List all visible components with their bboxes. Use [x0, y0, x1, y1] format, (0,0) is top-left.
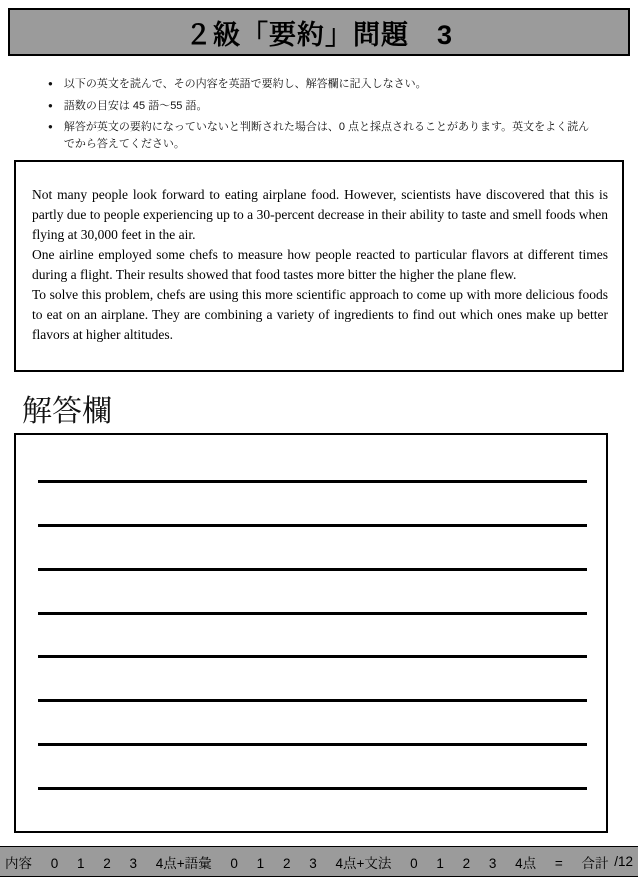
instruction-item — [48, 119, 593, 152]
answer-line — [38, 612, 587, 615]
bullet-icon: ● — [48, 79, 53, 88]
score-bar — [0, 846, 638, 877]
bullet-icon: ● — [48, 100, 53, 110]
instruction-text: 解答が英文の要約になっていないと判断された場合は、0 点と採点されることがあります。英文をよく読んでから答えてください。 — [63, 121, 590, 150]
bullet-icon: ● — [48, 122, 53, 131]
score-scale-text: 内容 0 1 2 3 4点+語彙 0 1 2 3 4点+文法 0 1 2 3 4点 = 合計 — [5, 855, 609, 871]
header-bar — [8, 8, 630, 56]
answer-line — [38, 524, 587, 527]
passage-paragraph: To solve this problem, chefs are using this more scientific approach to come up with more delicious foods to eat on an airplane. They are combining a variety of ingredients to find out which ones make up better flavors at higher altitudes. — [32, 287, 608, 342]
passage-paragraph: Not many people look forward to eating airplane food. However, scientists have discovered that this is partly due to people experiencing up to a 30-percent decrease in their ability to taste and smell foods when flying at 30,000 feet in the air. — [32, 187, 608, 242]
instruction-text: 語数の目安は 45 語〜55 語。 — [63, 99, 208, 112]
passage-paragraph: One airline employed some chefs to measure how people reacted to particular flavors at different times during a flight. Their results showed that food tastes more bitter the higher the plane flew. — [32, 247, 608, 282]
answer-line — [38, 743, 587, 746]
answer-line — [38, 480, 587, 483]
instruction-item — [48, 76, 593, 93]
answer-line — [38, 699, 587, 702]
passage-box — [14, 160, 624, 372]
instruction-item — [48, 98, 593, 115]
answer-line — [38, 787, 587, 790]
instruction-text: 以下の英文を読んで、その内容を英語で要約し、解答欄に記入しなさい。 — [63, 78, 427, 90]
page-title: ２級「要約」問題 3 — [184, 19, 454, 50]
answer-line — [38, 655, 587, 658]
answer-lines — [38, 480, 587, 790]
score-total: /12 — [614, 854, 633, 869]
answer-box — [14, 433, 608, 833]
instructions-list — [48, 76, 593, 157]
answer-section-heading: 解答欄 — [22, 395, 112, 428]
answer-line — [38, 568, 587, 571]
